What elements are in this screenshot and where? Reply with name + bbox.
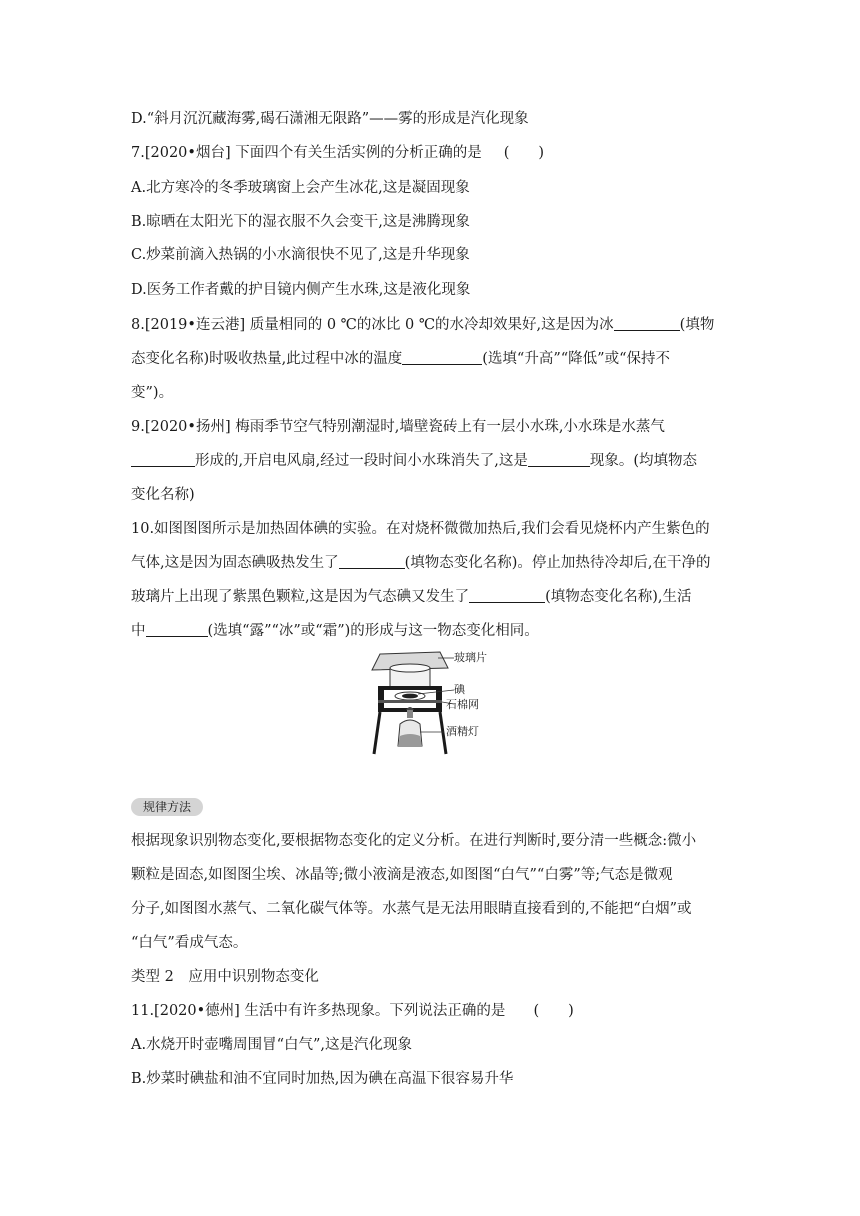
label-iodine: 碘 bbox=[454, 683, 465, 696]
q7-option-d: D.医务工作者戴的护目镜内侧产生水珠,这是液化现象 bbox=[131, 282, 471, 298]
q7-option-b: B.晾晒在太阳光下的湿衣服不久会变干,这是沸腾现象 bbox=[131, 214, 470, 230]
q7-option-c: C.炒菜前滴入热锅的小水滴很快不见了,这是升华现象 bbox=[131, 247, 470, 263]
answer-blank[interactable] bbox=[339, 554, 405, 569]
answer-blank[interactable] bbox=[146, 622, 208, 637]
tripod-leg-left bbox=[374, 712, 380, 754]
q10-line-2: 气体,这是因为固态碘吸热发生了 (填物态变化名称)。停止加热待冷却后,在干净的 bbox=[131, 555, 711, 571]
asbestos-gauze bbox=[378, 700, 442, 703]
answer-blank[interactable] bbox=[469, 588, 545, 603]
label-glass-plate: 玻璃片 bbox=[454, 651, 487, 664]
q11-option-a: A.水烧开时壶嘴周围冒“白气”,这是汽化现象 bbox=[131, 1037, 413, 1053]
q7-option-a: A.北方寒冷的冬季玻璃窗上会产生冰花,这是凝固现象 bbox=[131, 180, 470, 196]
q7-stem: 7.[2020•烟台] 下面四个有关生活实例的分析正确的是 ( ) bbox=[131, 145, 545, 161]
q11-stem: 11.[2020•德州] 生活中有许多热现象。下列说法正确的是 ( ) bbox=[131, 1003, 574, 1019]
q10-line-1: 10.如图图图所示是加热固体碘的实验。在对烧杯微微加热后,我们会看见烧杯内产生紫色的 bbox=[131, 521, 710, 537]
q8-line-2: 态变化名称)时吸收热量,此过程中冰的温度 (选填“升高”“降低”或“保持不 bbox=[131, 351, 670, 367]
method-line-3: 分子,如图图水蒸气、二氧化碳气体等。水蒸气是无法用眼睛直接看到的,不能把“白烟”或 bbox=[131, 901, 692, 917]
q10-line-4: 中 (选填“露”“冰”或“霜”)的形成与这一物态变化相同。 bbox=[131, 623, 539, 639]
answer-blank[interactable] bbox=[131, 452, 195, 467]
answer-blank[interactable] bbox=[402, 350, 482, 365]
answer-blank[interactable] bbox=[528, 452, 590, 467]
lamp-wick bbox=[407, 710, 413, 718]
q9-line-1: 9.[2020•扬州] 梅雨季节空气特别潮湿时,墙壁瓷砖上有一层小水珠,小水珠是水蒸气 bbox=[131, 419, 665, 435]
method-line-1: 根据现象识别物态变化,要根据物态变化的定义分析。在进行判断时,要分清一些概念:微小 bbox=[131, 833, 697, 849]
label-alcohol-lamp: 酒精灯 bbox=[446, 725, 479, 738]
method-line-2: 颗粒是固态,如图图尘埃、冰晶等;微小液滴是液态,如图图“白气”“白雾”等;气态是微观 bbox=[131, 867, 673, 883]
q10-line-3: 玻璃片上出现了紫黑色颗粒,这是因为气态碘又发生了 (填物态变化名称),生活 bbox=[131, 589, 692, 605]
method-badge: 规律方法 bbox=[131, 798, 203, 816]
label-asbestos-gauze: 石棉网 bbox=[446, 698, 479, 711]
section-type-2: 类型 2 应用中识别物态变化 bbox=[131, 969, 319, 985]
answer-bracket[interactable]: ( ) bbox=[533, 1003, 574, 1019]
q9-line-3: 变化名称) bbox=[131, 487, 195, 503]
q6-option-d: D.“斜月沉沉藏海雾,碣石潇湘无限路”——雾的形成是汽化现象 bbox=[131, 111, 529, 127]
answer-bracket[interactable]: ( ) bbox=[503, 145, 545, 161]
answer-blank[interactable] bbox=[614, 316, 680, 331]
method-line-4: “白气”看成气态。 bbox=[131, 935, 248, 951]
q8-line-3: 变”)。 bbox=[131, 385, 174, 401]
iodine-heating-figure bbox=[362, 648, 487, 760]
lamp-fuel bbox=[398, 734, 422, 746]
q8-line-1: 8.[2019•连云港] 质量相同的 0 ℃的冰比 0 ℃的水冷却效果好,这是因为冰 (填物 bbox=[131, 317, 715, 333]
q11-option-b: B.炒菜时碘盐和油不宜同时加热,因为碘在高温下很容易升华 bbox=[131, 1071, 514, 1087]
beaker-rim bbox=[390, 664, 430, 672]
q9-line-2: 形成的,开启电风扇,经过一段时间小水珠消失了,这是 现象。(均填物态 bbox=[131, 451, 731, 471]
iodine-particles bbox=[402, 694, 418, 699]
